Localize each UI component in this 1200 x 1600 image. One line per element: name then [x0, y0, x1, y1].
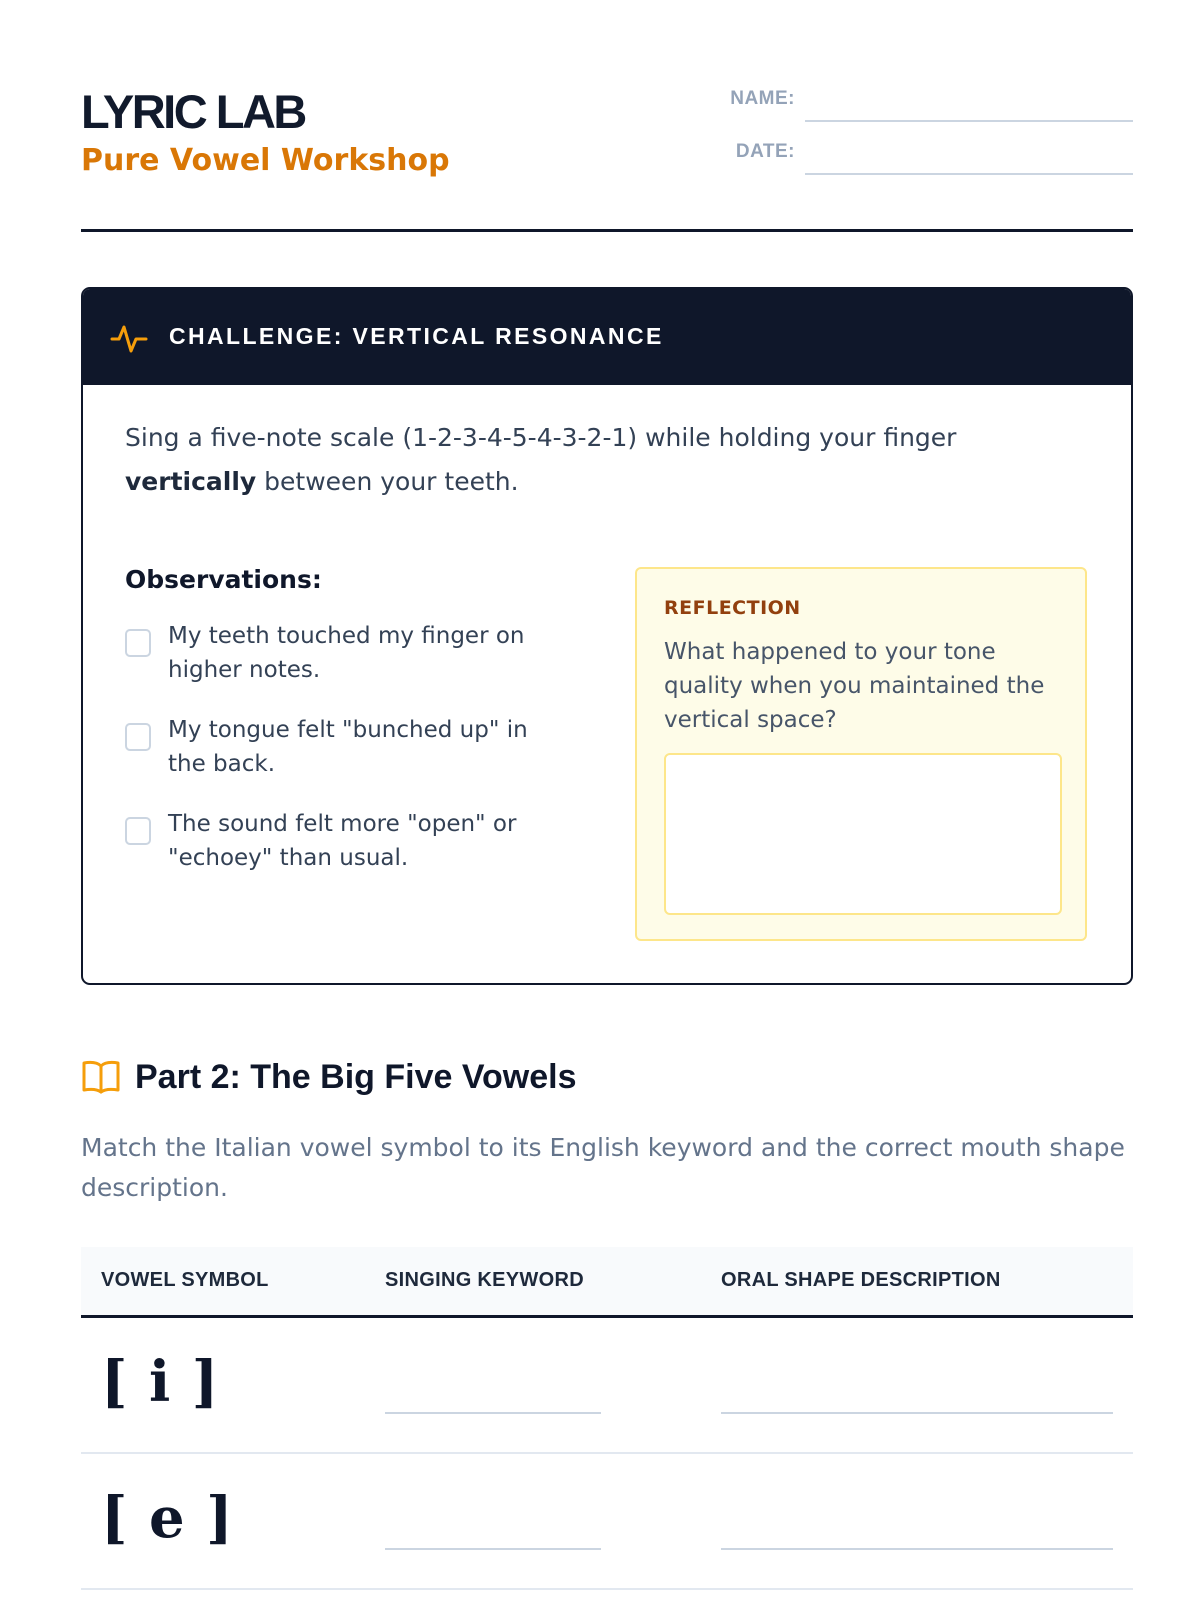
observation-text: My tongue felt "bunched up" in the back.	[168, 717, 528, 777]
worksheet-page	[81, 0, 1133, 1551]
vowel-symbol: [ i ]	[101, 1349, 220, 1415]
name-field[interactable]	[805, 120, 1133, 122]
pulse-icon	[110, 317, 150, 357]
column-header-oral-shape: ORAL SHAPE DESCRIPTION	[721, 1269, 1001, 1291]
name-field-row	[721, 84, 1133, 124]
part2-heading	[81, 1055, 1133, 1103]
book-open-icon	[81, 1059, 121, 1095]
date-field[interactable]	[805, 173, 1133, 175]
instruction-text-start: Sing a five-note scale (1-2-3-4-5-4-3-2-1) while holding your finger	[125, 423, 957, 452]
reflection-label: REFLECTION	[664, 597, 801, 619]
shape-answer-line[interactable]	[721, 1548, 1113, 1550]
table-header	[81, 1247, 1133, 1318]
worksheet-header	[81, 0, 1133, 232]
vowel-matching-table	[81, 1247, 1133, 1590]
shape-answer-line[interactable]	[721, 1412, 1113, 1414]
column-header-vowel-symbol: VOWEL SYMBOL	[101, 1269, 269, 1291]
instruction-text-end: between your teeth.	[256, 467, 519, 496]
worksheet-subtitle: Pure Vowel Workshop	[81, 143, 450, 178]
table-row	[81, 1318, 1133, 1454]
reflection-panel	[635, 567, 1087, 941]
brand-title: LYRIC LAB	[81, 85, 305, 138]
name-label: NAME:	[730, 88, 795, 109]
observations-heading: Observations:	[125, 565, 322, 594]
table-row	[81, 1454, 1133, 1590]
reflection-answer-box[interactable]	[664, 753, 1062, 915]
challenge-instruction	[125, 416, 1085, 504]
observation-item	[125, 619, 565, 689]
keyword-answer-line[interactable]	[385, 1412, 601, 1414]
part2-title: Part 2: The Big Five Vowels	[135, 1058, 577, 1096]
observation-checkbox[interactable]	[125, 817, 151, 845]
vowel-symbol: [ e ]	[101, 1485, 234, 1551]
observation-text: My teeth touched my finger on higher notes.	[168, 623, 525, 683]
part2-description: Match the Italian vowel symbol to its English keyword and the correct mouth shape description.	[81, 1133, 1125, 1202]
challenge-header	[83, 289, 1131, 385]
observation-checkbox[interactable]	[125, 723, 151, 751]
challenge-title: CHALLENGE: VERTICAL RESONANCE	[169, 323, 664, 349]
column-header-singing-keyword: SINGING KEYWORD	[385, 1269, 584, 1291]
observation-item	[125, 713, 565, 783]
observation-item	[125, 807, 565, 877]
reflection-prompt: What happened to your tone quality when you maintained the vertical space?	[664, 639, 1045, 733]
keyword-answer-line[interactable]	[385, 1548, 601, 1550]
observation-checkbox[interactable]	[125, 629, 151, 657]
instruction-emphasis: vertically	[125, 467, 257, 496]
date-field-row	[721, 137, 1133, 177]
observation-text: The sound felt more "open" or "echoey" than usual.	[168, 811, 517, 871]
date-label: DATE:	[735, 141, 795, 162]
challenge-card	[81, 287, 1133, 985]
header-divider	[81, 229, 1133, 232]
